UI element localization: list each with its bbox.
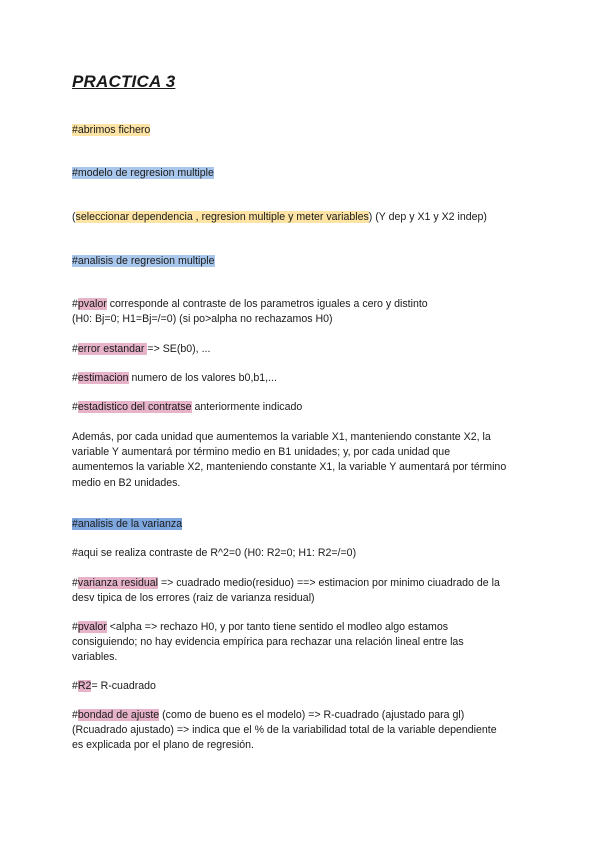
hash: #	[72, 577, 78, 589]
yellow-highlight: seleccionar dependencia , regresion multiple y meter variables	[75, 211, 369, 223]
pvalor-varianza-paragraph	[72, 620, 532, 666]
pink-highlight: estadistico del contratse	[77, 401, 192, 413]
estimacion-paragraph	[72, 371, 532, 386]
text: => SE(b0), ...	[147, 343, 211, 355]
yellow-highlight: #abrimos fichero	[72, 124, 151, 136]
blue-highlight: #modelo de regresion multiple	[72, 167, 214, 179]
pvalor-paragraph	[72, 297, 532, 327]
text: #aqui se realiza contraste de R^2=0 (H0: R2=0; H1: R2=/=0)	[72, 547, 357, 559]
contraste-paragraph	[72, 546, 532, 561]
comment-modelo-regresion	[72, 166, 532, 181]
pink-highlight: estimacion	[77, 372, 129, 384]
hash: #	[72, 621, 78, 633]
blue-highlight: #analisis de la varianza	[72, 518, 183, 530]
comment-abrimos-fichero	[72, 123, 532, 138]
pink-highlight: bondad de ajuste	[77, 709, 160, 721]
text: anteriormente indicado	[191, 401, 303, 413]
hash: #	[72, 680, 78, 692]
text: (como de bueno es el modelo) => R-cuadrado (ajustado para gl)	[159, 709, 465, 721]
hash: #	[72, 372, 78, 384]
text: aumentemos la variable X2, manteniendo constante X1, la variable Y aumentará por término	[72, 461, 507, 474]
text: Además, por cada unidad que aumentemos la variable X1, manteniendo constante X2, la	[72, 431, 491, 443]
estadistico-paragraph	[72, 400, 532, 415]
instruction-line	[72, 210, 542, 225]
text: = R-cuadrado	[91, 680, 156, 692]
page-title: PRACTICA 3	[72, 72, 176, 91]
hash: #	[72, 298, 78, 310]
comment-analisis-varianza	[72, 517, 532, 532]
interpretation-paragraph	[72, 430, 542, 491]
text: numero de los valores b0,b1,...	[128, 372, 277, 384]
hash: #	[72, 343, 78, 355]
comment-analisis-regresion	[72, 254, 532, 269]
pink-highlight: R2	[77, 680, 92, 692]
text: medio en B2 unidades.	[72, 476, 181, 489]
error-estandar-paragraph	[72, 342, 532, 357]
text: variables.	[72, 651, 118, 664]
pink-highlight: pvalor	[77, 621, 107, 633]
text: desv tipica de los errores (raiz de varianza residual)	[72, 592, 315, 605]
varianza-residual-paragraph	[72, 576, 542, 606]
text: es explicada por el plano de regresión.	[72, 739, 254, 752]
r2-paragraph	[72, 679, 532, 694]
pink-highlight: varianza residual	[77, 577, 158, 589]
pink-highlight: error estandar	[77, 343, 148, 355]
bondad-ajuste-paragraph	[72, 708, 542, 754]
text: => cuadrado medio(residuo) ==> estimacion por minimo ciuadrado de la	[158, 577, 500, 589]
text: (	[72, 211, 76, 223]
pink-highlight: pvalor	[77, 298, 107, 310]
text: (Rcuadrado ajustado) => indica que el % de la variabilidad total de la variable dependiente	[72, 724, 497, 737]
text: corresponde al contraste de los parametros iguales a cero y distinto	[106, 298, 428, 310]
blue-highlight: #analisis de regresion multiple	[72, 255, 215, 267]
hash: #	[72, 401, 78, 413]
text: consiguiendo; no hay evidencia empírica para rechazar una relación lineal entre las	[72, 636, 464, 649]
text: <alpha => rechazo H0, y por tanto tiene sentido el modleo algo estamos	[106, 621, 449, 633]
hash: #	[72, 709, 78, 721]
text: ) (Y dep y X1 y X2 indep)	[368, 211, 487, 223]
text: variable Y aumentará por término medio en B1 unidades; y, por cada unidad que	[72, 446, 451, 459]
text: (H0: Bj=0; H1=Bj=/=0) (si po>alpha no rechazamos H0)	[72, 313, 333, 326]
